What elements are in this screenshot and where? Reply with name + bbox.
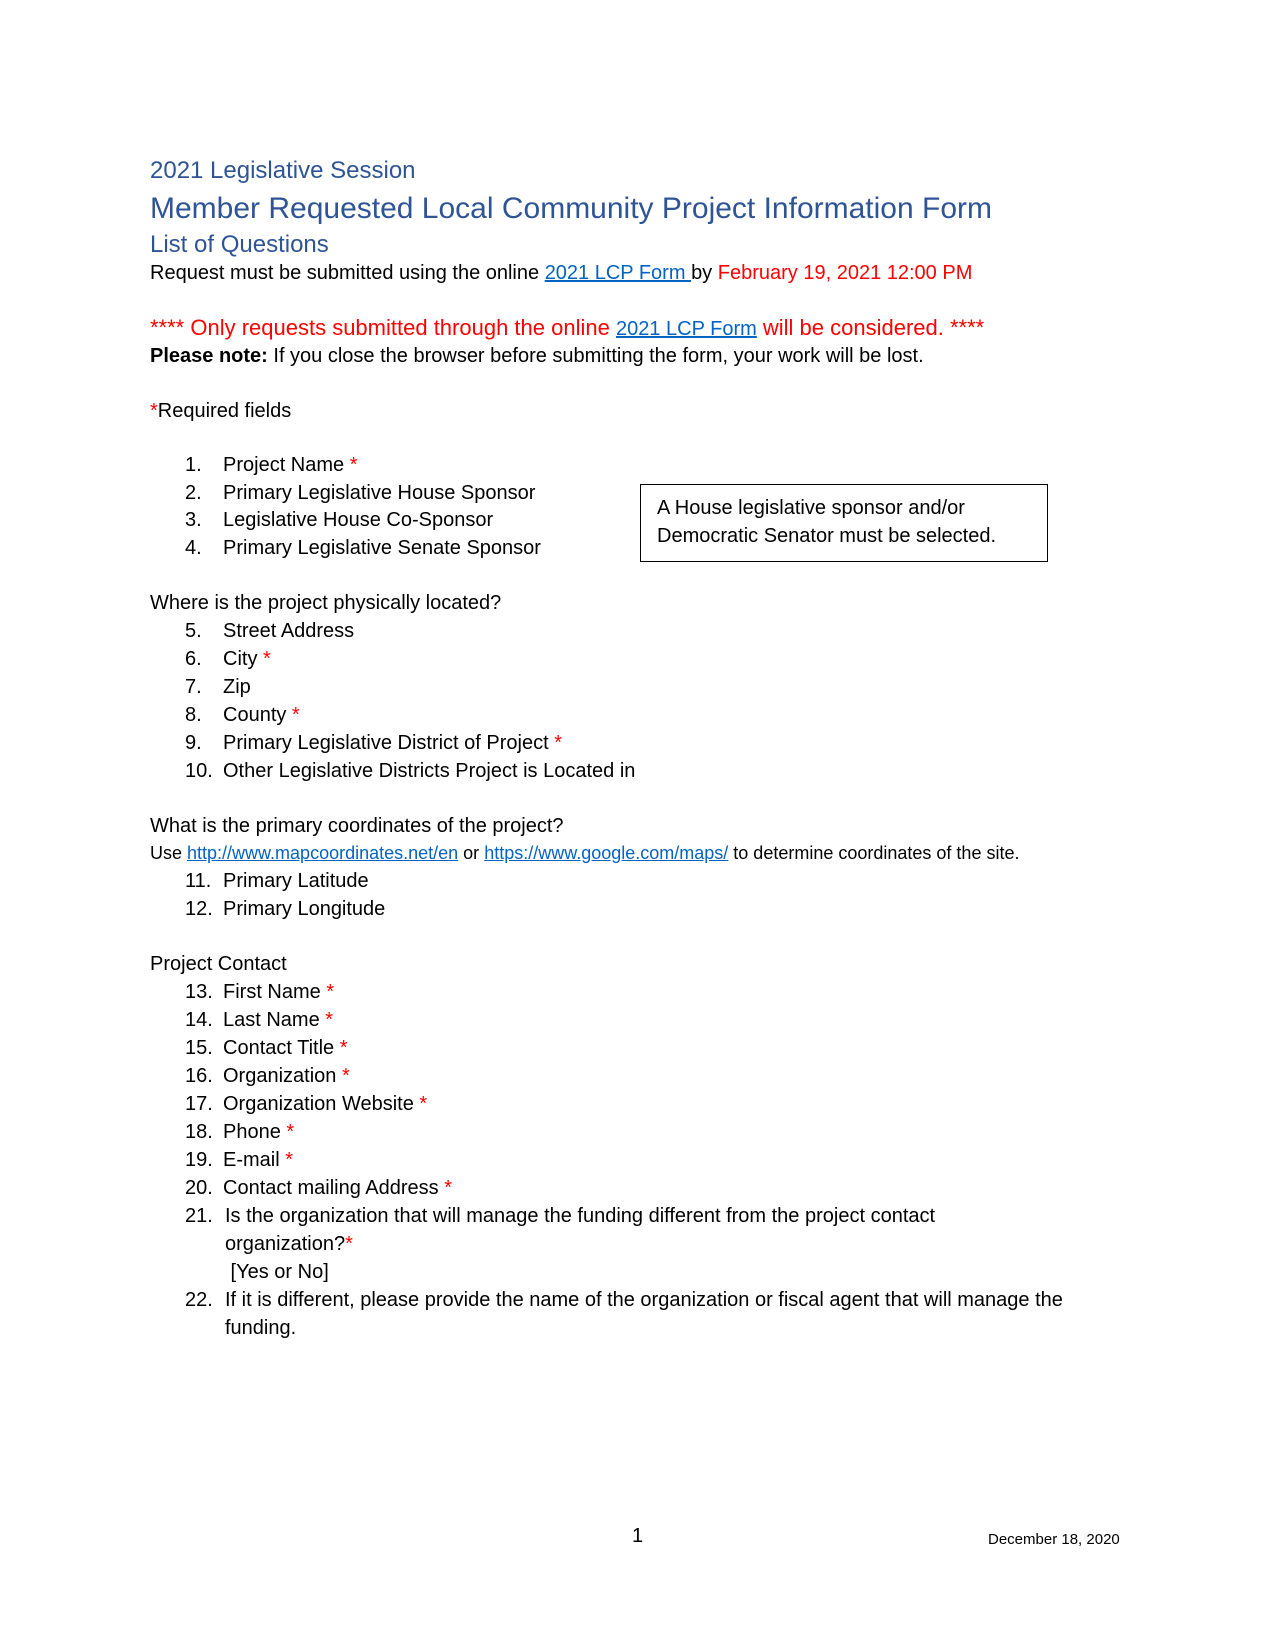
sponsor-callout-box: [640, 484, 1048, 562]
coordinates-heading: What is the primary coordinates of the project?: [150, 815, 564, 837]
lcp-form-link[interactable]: 2021 LCP Form: [544, 262, 692, 284]
note-label: Please note:: [150, 345, 268, 367]
item-number: 11.: [185, 870, 212, 892]
list-item-number-22: [185, 1287, 223, 1313]
required-legend-text: Required fields: [157, 400, 292, 422]
online-only-warning: [150, 314, 984, 343]
item-text: Street Address: [223, 620, 355, 642]
item-text: City: [223, 648, 258, 670]
item-text: Phone: [223, 1121, 281, 1143]
item-number: 3.: [185, 509, 202, 531]
list-item: [185, 674, 251, 700]
item-number: 9.: [185, 732, 202, 754]
item-number: 12.: [185, 898, 213, 920]
required-marker: *: [344, 454, 358, 476]
item-text: If it is different, please provide the name of the organization or fiscal agent that will manage the funding.: [225, 1289, 1063, 1339]
item-text: E-mail: [223, 1149, 280, 1171]
item-text: Zip: [223, 676, 251, 698]
item-number: 5.: [185, 620, 202, 642]
list-item: [185, 1091, 427, 1117]
lcp-form-link-warning[interactable]: 2021 LCP Form: [615, 318, 757, 340]
item-text: Primary Latitude: [223, 870, 369, 892]
list-item: [185, 979, 334, 1005]
list-item: [185, 1119, 294, 1145]
list-item: [185, 535, 541, 561]
required-marker: *: [336, 1065, 350, 1087]
item-text: Contact mailing Address: [223, 1177, 439, 1199]
warning-suffix: will be considered. ****: [756, 315, 985, 340]
item-number: 17.: [185, 1093, 213, 1115]
required-marker: *: [320, 981, 335, 1003]
page-title: Member Requested Local Community Project Information Form: [150, 192, 992, 225]
required-fields-legend: [150, 398, 291, 424]
page-subtitle: List of Questions: [150, 231, 329, 258]
item-number: 2.: [185, 482, 202, 504]
item-number: 15.: [185, 1037, 213, 1059]
item-number: 18.: [185, 1121, 213, 1143]
item-number: 22.: [185, 1289, 213, 1311]
browser-note: [150, 343, 924, 369]
submission-prefix: Request must be submitted using the online: [150, 262, 545, 284]
list-item: [185, 702, 300, 728]
mapcoordinates-link[interactable]: http://www.mapcoordinates.net/en: [187, 843, 459, 863]
item-number: 19.: [185, 1149, 213, 1171]
required-marker: *: [334, 1037, 348, 1059]
list-item: [185, 1063, 350, 1089]
item-number: 4.: [185, 537, 202, 559]
list-item: [185, 868, 369, 894]
item-number: 14.: [185, 1009, 213, 1031]
item-number: 16.: [185, 1065, 213, 1087]
list-item: [185, 758, 635, 784]
required-marker: *: [257, 648, 271, 670]
required-marker: *: [345, 1233, 353, 1255]
location-heading: Where is the project physically located?: [150, 592, 502, 614]
item-text: Last Name: [223, 1009, 320, 1031]
item-text: First Name: [223, 981, 321, 1003]
item-text: Primary Legislative House Sponsor: [223, 482, 536, 504]
submission-by: by: [691, 262, 718, 284]
list-item: [185, 618, 354, 644]
list-item: [185, 1035, 348, 1061]
yes-no-options: [Yes or No]: [225, 1261, 329, 1283]
item-number: 1.: [185, 454, 202, 476]
item-text: Legislative House Co-Sponsor: [223, 509, 494, 531]
list-item: [225, 1286, 1125, 1342]
item-text: Primary Legislative Senate Sponsor: [223, 537, 541, 559]
item-text: Primary Legislative District of Project: [223, 732, 549, 754]
list-item: [185, 1147, 293, 1173]
list-item: [185, 730, 562, 756]
required-marker: *: [413, 1093, 428, 1115]
contact-heading: Project Contact: [150, 953, 287, 975]
list-item: [185, 480, 535, 506]
warning-prefix: **** Only requests submitted through the online: [150, 315, 616, 340]
required-marker: *: [438, 1177, 453, 1199]
session-label: 2021 Legislative Session: [150, 157, 416, 184]
coordinates-help: [150, 842, 1019, 864]
item-text: Is the organization that will manage the funding different from the project contact organization?: [225, 1205, 936, 1255]
item-text: Organization Website: [223, 1093, 414, 1115]
item-text: County: [223, 704, 287, 726]
item-text: Primary Longitude: [223, 898, 386, 920]
footer-date: December 18, 2020: [988, 1531, 1120, 1548]
item-text: Organization: [223, 1065, 337, 1087]
item-text: Contact Title: [223, 1037, 335, 1059]
list-item: [225, 1202, 1025, 1258]
list-item-number-21: [185, 1203, 223, 1229]
page-number: 1: [632, 1525, 644, 1547]
list-item: [185, 1175, 452, 1201]
item-number: 8.: [185, 704, 202, 726]
item-number: 10.: [185, 760, 213, 782]
list-item: [185, 646, 271, 672]
callout-text: A House legislative sponsor and/or Democratic Senator must be selected.: [657, 497, 997, 547]
required-marker: *: [286, 704, 300, 726]
item-text: Project Name: [223, 454, 345, 476]
help-use: Use: [150, 843, 188, 863]
list-item: [185, 896, 385, 922]
required-marker: *: [279, 1149, 294, 1171]
google-maps-link[interactable]: https://www.google.com/maps/: [484, 843, 729, 863]
item-number: 7.: [185, 676, 202, 698]
note-text: If you close the browser before submitting the form, your work will be lost.: [267, 345, 924, 367]
submission-instructions: [150, 260, 972, 286]
item-number: 21.: [185, 1205, 213, 1227]
required-marker: *: [319, 1009, 334, 1031]
submission-deadline: February 19, 2021 12:00 PM: [717, 262, 973, 284]
list-item: [185, 452, 358, 478]
item-text: Other Legislative Districts Project is Located in: [223, 760, 636, 782]
item-number: 6.: [185, 648, 202, 670]
required-marker: *: [280, 1121, 295, 1143]
help-or: or: [458, 843, 485, 863]
help-suffix: to determine coordinates of the site.: [728, 843, 1020, 863]
list-item: [185, 1007, 333, 1033]
list-item: [185, 507, 493, 533]
required-marker: *: [548, 732, 562, 754]
required-star: *: [150, 400, 158, 422]
item-number: 20.: [185, 1177, 213, 1199]
item-number: 13.: [185, 981, 213, 1003]
